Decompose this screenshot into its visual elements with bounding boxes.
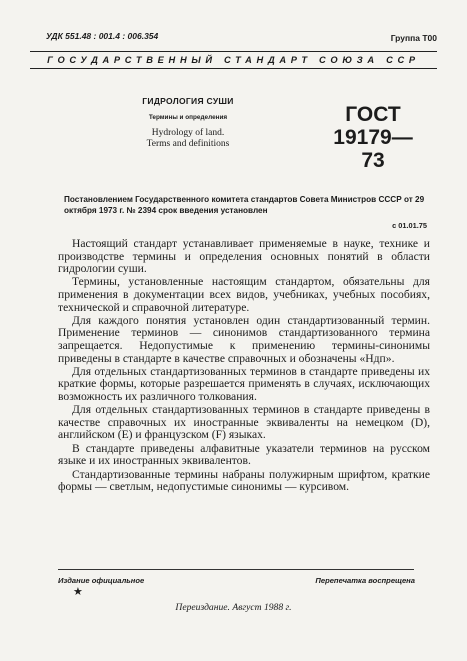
document-subtitle: Термины и определения [148,114,228,121]
body-paragraph: Для отдельных стандартизованных терминов в стандарте приведены их краткие формы, которые разрешается применять в случаях, исключающих возможность их различного толкования. [58,364,430,403]
document-title: ГИДРОЛОГИЯ СУШИ [142,96,234,106]
reissue-note: Переиздание. Август 1988 г. [175,602,292,613]
body-paragraph: Для каждого понятия установлен один стандартизованный термин. Применение терминов — синонимов стандартизованного термина запрещается. Недопустимые к применению термины-синонимы приведены в стандарте в качестве справочных и обозначены «Ндп». [58,313,430,365]
footer-divider [58,569,414,570]
gost-number: 19179—73 [333,126,413,172]
reprint-prohibited-label: Перепечатка воспрещена [315,576,415,585]
gost-label: ГОСТ [345,103,401,126]
gost-designation [328,104,418,172]
udk-code: УДК 551.48 : 001.4 : 006.354 [46,31,159,41]
decree-text: Постановлением Государственного комитета стандартов Совета Министров СССР от 29 октября 1973 г. № 2394 срок введения установлен [64,195,425,215]
body-paragraph: Для отдельных стандартизованных терминов в стандарте приведены в качестве справочных их иностранные эквиваленты на немецком (D), английском (E) и французском (F) языках. [58,403,430,442]
body-paragraph: Стандартизованные термины набраны полужирным шрифтом, краткие формы — светлым, недопустимые синонимы — курсивом. [58,467,430,494]
english-title [112,128,264,150]
body-text [58,238,430,494]
body-paragraph: Термины, установленные настоящим стандартом, обязательны для применения в документации всех видов, учебниках, учебных пособиях, технической и справочной литературе. [58,275,430,314]
english-title-line-2: Terms and definitions [146,139,230,149]
body-paragraph: Настоящий стандарт устанавливает применяемые в науке, технике и производстве термины и определения основных понятий в области гидрологии суши. [58,237,430,276]
standard-banner-text: ГОСУДАРСТВЕННЫЙ СТАНДАРТ СОЮЗА ССР [47,55,420,65]
standard-banner [30,51,437,69]
group-code: Группа Т00 [390,33,437,43]
effective-date: с 01.01.75 [392,221,427,230]
english-title-line-1: Hydrology of land. [151,128,225,138]
star-icon: ★ [73,586,83,598]
official-edition-label: Издание официальное [58,576,145,585]
title-block [112,96,264,150]
body-paragraph: В стандарте приведены алфавитные указатели терминов на русском языке и их иностранных эквивалентов. [58,441,430,468]
